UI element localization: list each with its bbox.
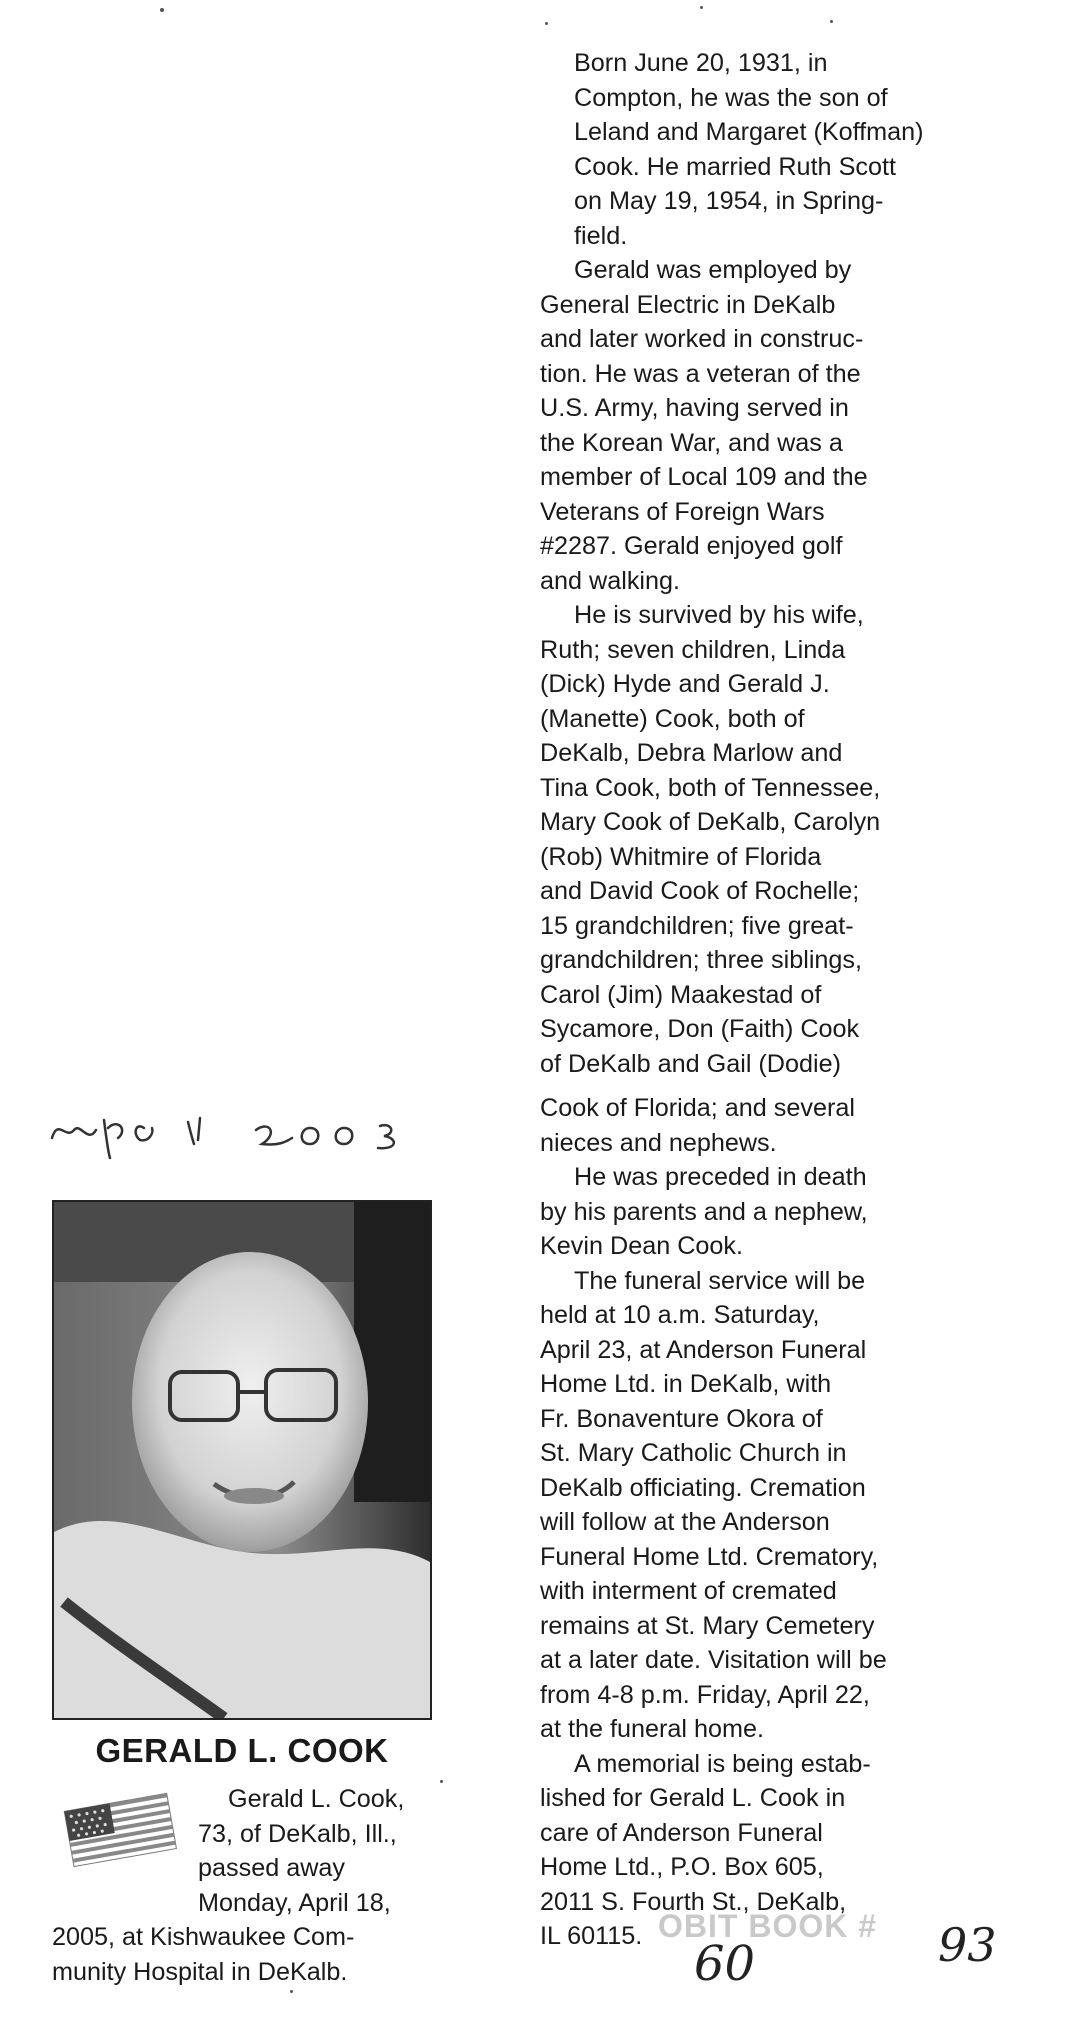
text-line: Ruth; seven children, Linda <box>540 635 846 664</box>
text-line: remains at St. Mary Cemetery <box>540 1611 875 1640</box>
text-line: DeKalb officiating. Cremation <box>540 1473 866 1502</box>
text-line: Compton, he was the son of <box>574 83 888 112</box>
text-line: Gerald L. Cook, <box>228 1785 405 1813</box>
text-line: #2287. Gerald enjoyed golf <box>540 532 843 560</box>
text-line: 15 grandchildren; five great- <box>540 911 854 940</box>
text-line: Kevin Dean Cook. <box>540 1232 744 1260</box>
text-line: Leland and Margaret (Koffman) <box>574 118 924 146</box>
paragraph-survivors <box>540 598 920 1160</box>
text-line: held at 10 a.m. Saturday, <box>540 1301 820 1329</box>
text-line: Home Ltd. in DeKalb, with <box>540 1370 832 1398</box>
text-line: and later worked in construc- <box>540 325 864 353</box>
scan-speck <box>440 1780 443 1783</box>
text-line: Mary Cook of DeKalb, Carolyn <box>540 808 881 836</box>
text-line: member of Local 109 and the <box>540 463 868 491</box>
text-line: 2011 S. Fourth St., DeKalb, <box>540 1887 847 1916</box>
text-line: munity Hospital in DeKalb. <box>52 1957 348 1986</box>
text-line: tion. He was a veteran of the <box>540 359 861 388</box>
text-line: 73, of DeKalb, Ill., <box>198 1819 397 1848</box>
book-number: 60 <box>694 1936 756 1992</box>
text-line: Cook of Florida; and several <box>540 1094 856 1122</box>
paragraph-preceded <box>540 1160 920 1264</box>
text-line: the Korean War, and was a <box>540 428 843 457</box>
text-line: at a later date. Visitation will be <box>540 1646 887 1674</box>
obituary-body <box>540 46 924 1954</box>
text-line: Home Ltd., P.O. Box 605, <box>540 1853 824 1881</box>
text-line: passed away <box>198 1854 346 1882</box>
text-line: April 23, at Anderson Funeral <box>540 1335 867 1364</box>
text-line: and David Cook of Rochelle; <box>540 877 860 905</box>
paragraph-career <box>540 253 920 598</box>
text-line: He was preceded in death <box>574 1163 867 1191</box>
text-line: and walking. <box>540 566 681 595</box>
text-line: grandchildren; three siblings, <box>540 946 863 974</box>
portrait-photo <box>52 1200 432 1720</box>
text-line: by his parents and a nephew, <box>540 1197 868 1226</box>
text-line: Carol (Jim) Maakestad of <box>540 980 822 1009</box>
text-line: from 4-8 p.m. Friday, April 22, <box>540 1680 870 1709</box>
text-line: A memorial is being estab- <box>574 1749 871 1778</box>
scan-speck <box>700 6 703 9</box>
text-line: Monday, April 18, <box>198 1888 391 1917</box>
obituary-lead <box>52 1782 432 1989</box>
page-title: GERALD L. COOK <box>95 1732 389 1769</box>
scan-speck <box>290 1990 293 1993</box>
text-line: DeKalb, Debra Marlow and <box>540 739 843 767</box>
text-line: (Manette) Cook, both of <box>540 704 805 733</box>
text-line: Fr. Bonaventure Okora of <box>540 1404 823 1433</box>
text-line: Funeral Home Ltd. Crematory, <box>540 1542 879 1571</box>
text-line: Gerald was employed by <box>574 256 852 284</box>
text-line: St. Mary Catholic Church in <box>540 1439 847 1467</box>
text-line: U.S. Army, having served in <box>540 394 849 422</box>
text-line: He is survived by his wife, <box>574 601 864 629</box>
text-line: on May 19, 1954, in Spring- <box>574 187 884 215</box>
text-line: The funeral service will be <box>574 1266 866 1295</box>
text-line: General Electric in DeKalb <box>540 290 836 319</box>
text-line: of DeKalb and Gail (Dodie) <box>540 1049 842 1078</box>
paragraph-birth <box>540 46 924 253</box>
text-line: Veterans of Foreign Wars <box>540 497 825 526</box>
text-line: (Dick) Hyde and Gerald J. <box>540 670 830 698</box>
scan-speck <box>830 20 833 23</box>
text-line: Sycamore, Don (Faith) Cook <box>540 1015 860 1043</box>
text-line: IL 60115. <box>540 1922 643 1950</box>
text-line: field. <box>574 221 628 250</box>
text-line: Born June 20, 1931, in <box>574 49 828 77</box>
text-line: (Rob) Whitmire of Florida <box>540 842 822 871</box>
page-number: 93 <box>938 1918 997 1972</box>
text-line: nieces and nephews. <box>540 1128 777 1157</box>
text-line: care of Anderson Funeral <box>540 1818 823 1847</box>
portrait-image <box>54 1202 430 1718</box>
paragraph-funeral <box>540 1264 920 1747</box>
obit-book-stamp: OBIT BOOK # <box>658 1908 878 1944</box>
text-line: lished for Gerald L. Cook in <box>540 1784 846 1812</box>
text-line: Cook. He married Ruth Scott <box>574 152 896 181</box>
text-line: Tina Cook, both of Tennessee, <box>540 773 881 802</box>
scan-speck <box>545 22 548 25</box>
text-line: with interment of cremated <box>540 1577 837 1605</box>
text-line: at the funeral home. <box>540 1715 765 1743</box>
handwritten-date <box>48 1100 418 1160</box>
scan-speck <box>160 8 164 12</box>
text-line: 2005, at Kishwaukee Com- <box>52 1923 355 1951</box>
text-line: will follow at the Anderson <box>540 1508 830 1536</box>
